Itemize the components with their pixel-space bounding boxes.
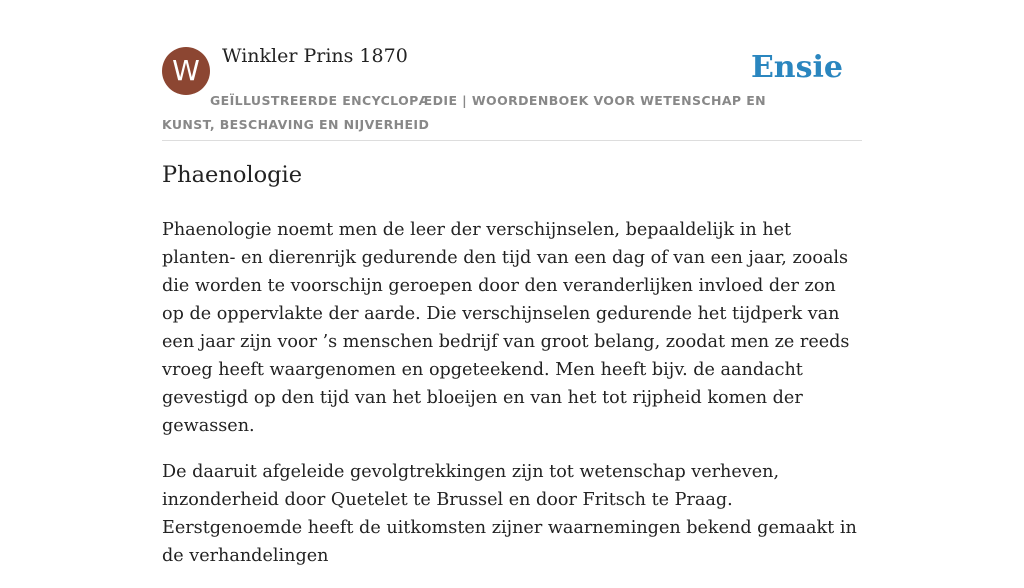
source-subtitle: GEÏLLUSTREERDE ENCYCLOPÆDIE | WOORDENBOEK VOOR WETENSCHAP EN KUNST, BESCHAVING EN NIJVERHEID (162, 93, 767, 132)
brand-logo[interactable]: Ensie (750, 50, 843, 85)
header (162, 0, 862, 141)
article-body (162, 216, 862, 588)
page-container (162, 0, 862, 566)
article-paragraph: De daaruit afgeleide gevolgtrekkingen zijn tot wetenschap verheven, inzonderheid door Quetelet te Brussel en door Fritsch te Praag. Eerstgenoemde heeft de uitkomsten zijner waarnemingen bekend gemaakt in de verhandelingen (162, 462, 857, 566)
source-title[interactable]: Winkler Prins 1870 (222, 45, 408, 67)
page-title: Phaenologie (162, 162, 303, 188)
article-paragraph: Phaenologie noemt men de leer der verschijnselen, bepaaldelijk in het planten- en dierenrijk gedurende den tijd van een dag of van een jaar, zooals die worden te voorschijn geroepen door den veranderlijken invloed der zon op de oppervlakte der aarde. Die verschijnselen gedurende het tijdperk van een jaar zijn voor ’s menschen bedrijf van groot belang, zoodat men ze reeds vroeg heeft waargenomen en opgeteekend. Men heeft bijv. de aandacht gevestigd op den tijd van het bloeijen en van het tot rijpheid komen der gewassen. (162, 220, 850, 436)
avatar[interactable]: W (162, 47, 210, 95)
